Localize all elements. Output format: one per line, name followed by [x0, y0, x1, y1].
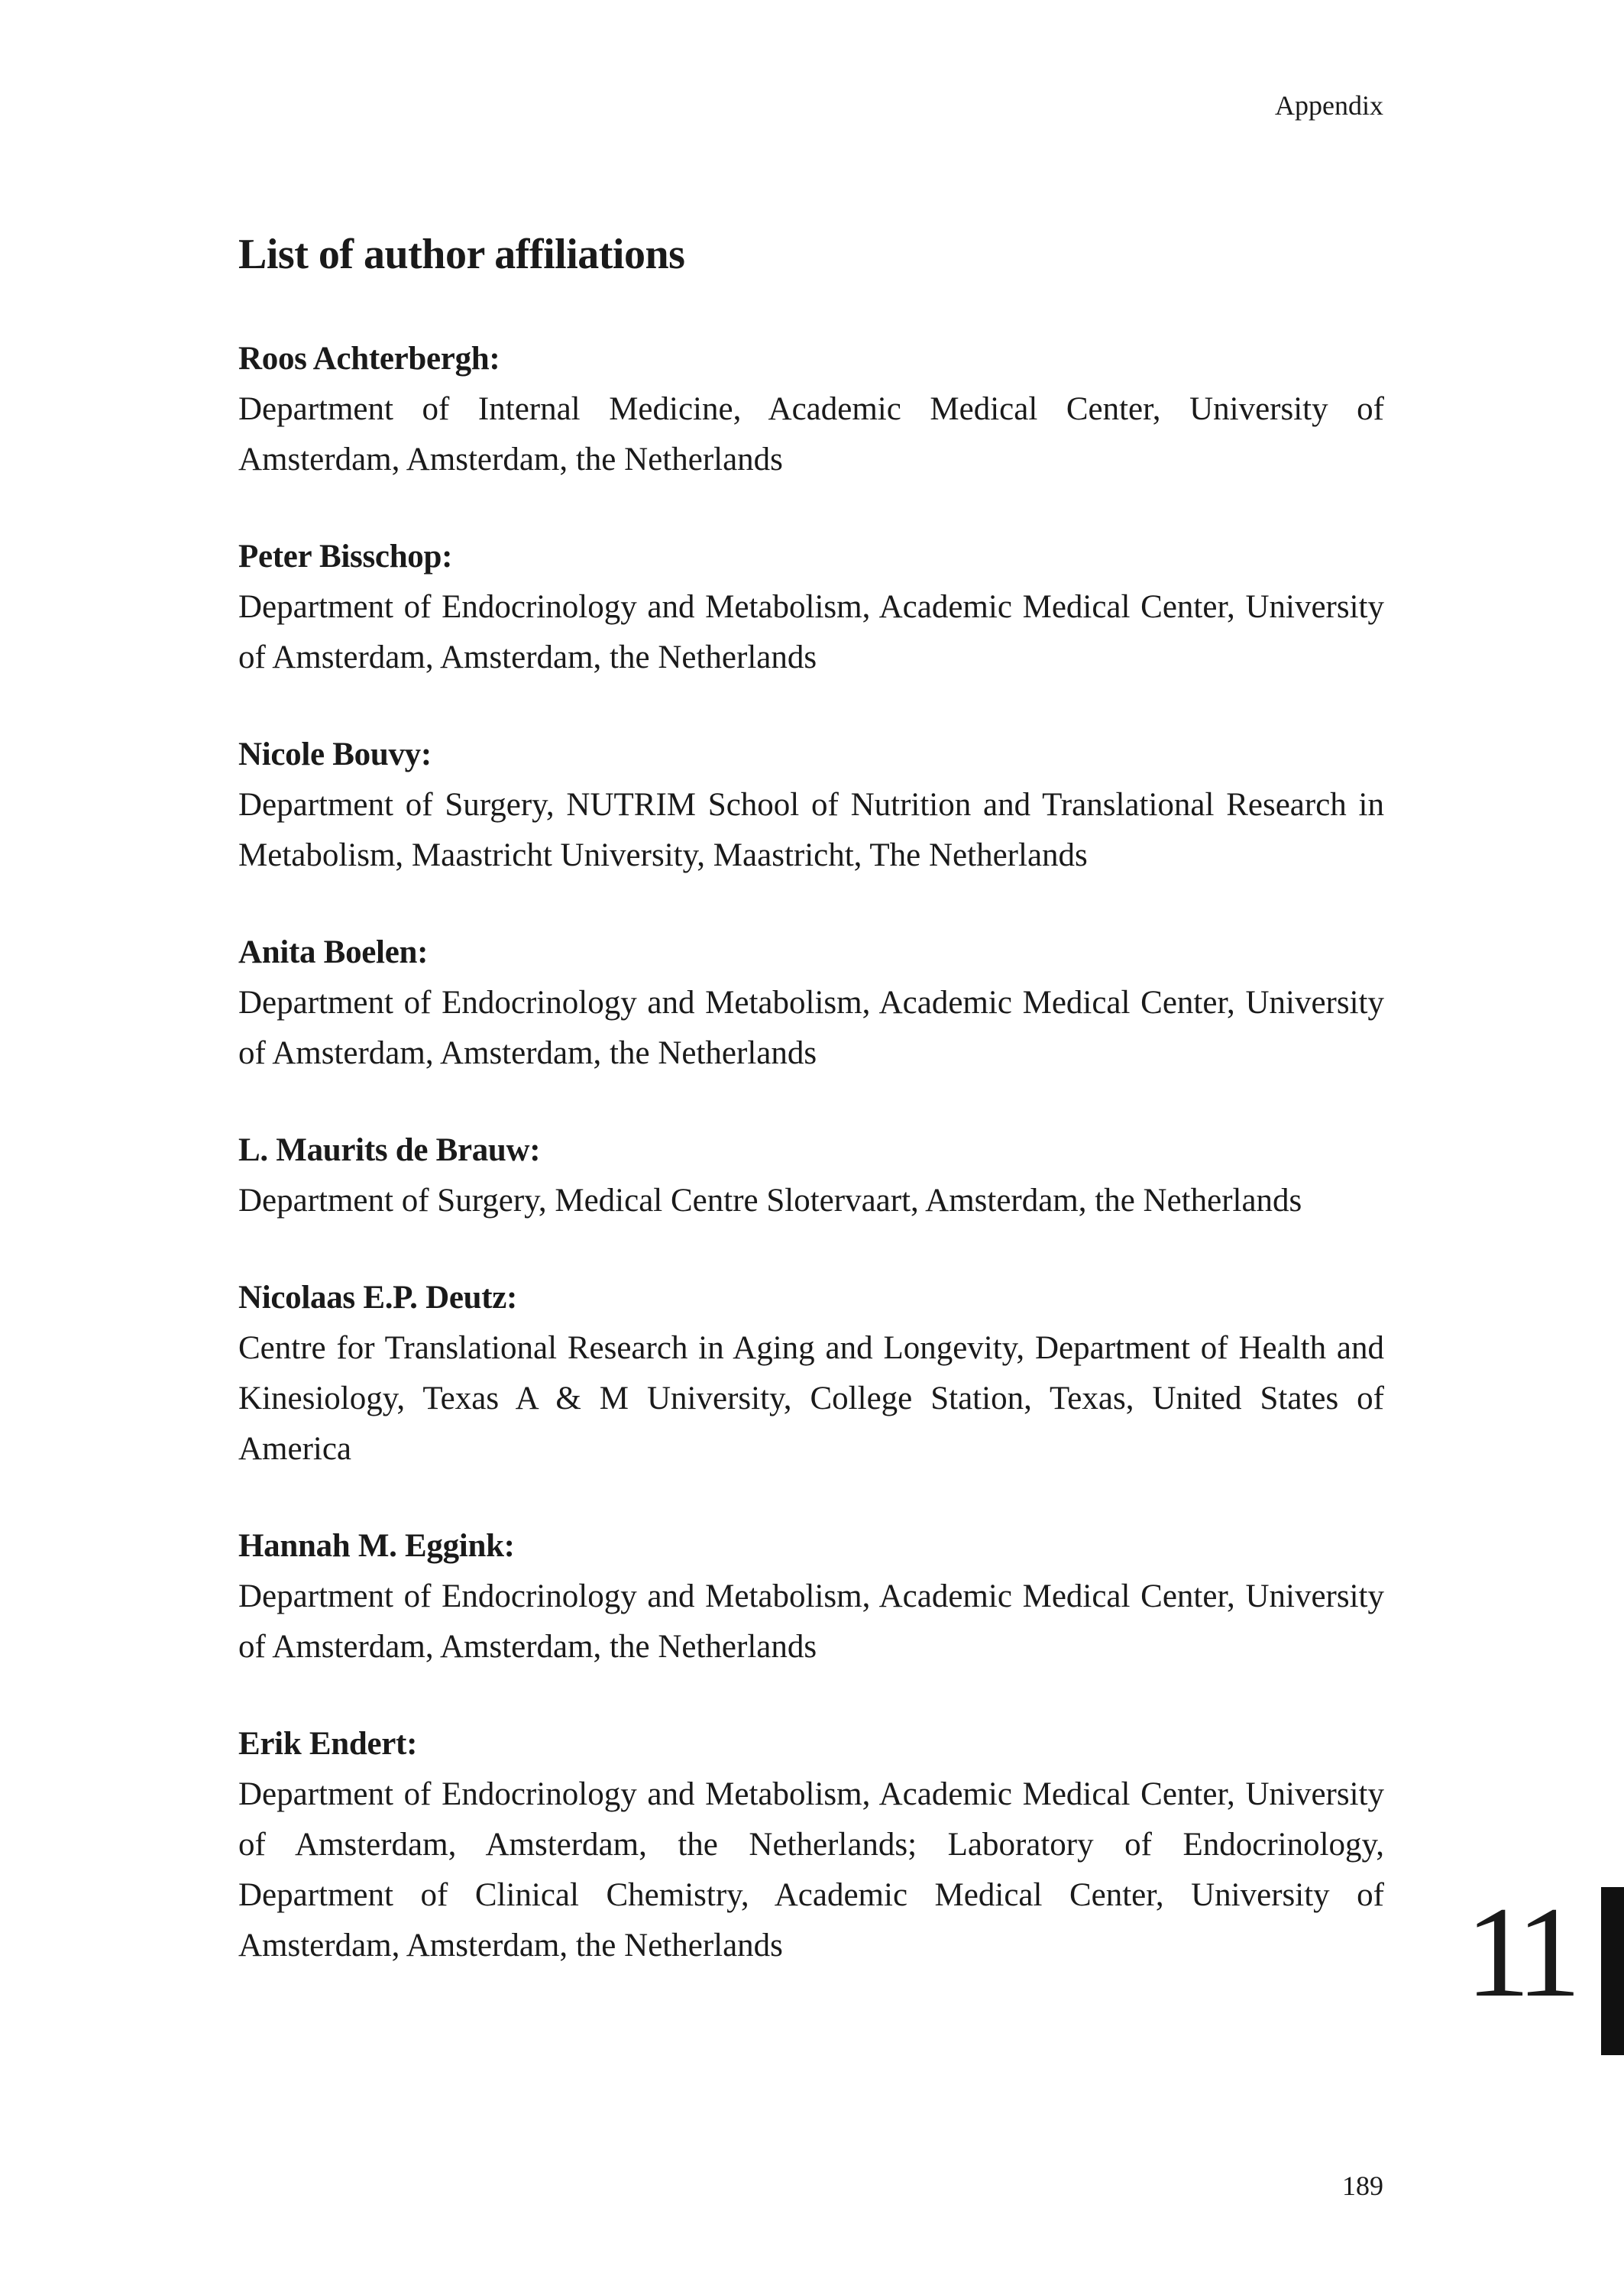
- author-affiliation: Department of Endocrinology and Metabolism, Academic Medical Center, University of Amsterdam, Amsterdam, the Netherlands: [238, 985, 1384, 1072]
- page-title: List of author affiliations: [238, 231, 685, 278]
- author-name: Anita Boelen:: [238, 934, 429, 971]
- author-name: Hannah M. Eggink:: [238, 1528, 515, 1565]
- author-entry: [238, 730, 1384, 881]
- author-entry: [238, 927, 1384, 1079]
- page-number: 189: [1342, 2171, 1383, 2201]
- author-affiliation: Department of Endocrinology and Metabolism, Academic Medical Center, University of Amsterdam, Amsterdam, the Netherlands: [238, 589, 1384, 676]
- author-name: Roos Achterbergh:: [238, 341, 500, 377]
- main-content: [238, 229, 1384, 2018]
- author-entry: [238, 1273, 1384, 1475]
- author-affiliation: Department of Endocrinology and Metabolism, Academic Medical Center, University of Amsterdam, Amsterdam, the Netherlands: [238, 1578, 1384, 1666]
- chapter-thumb-tab: [1601, 1887, 1624, 2055]
- chapter-number: 11: [1465, 1880, 1572, 2024]
- running-header: Appendix: [1275, 90, 1383, 121]
- author-entry: [238, 532, 1384, 683]
- author-entry: [238, 1719, 1384, 1971]
- author-name: Erik Endert:: [238, 1726, 418, 1763]
- author-name: L. Maurits de Brauw:: [238, 1132, 541, 1169]
- author-entry: [238, 334, 1384, 485]
- author-entry: [238, 1125, 1384, 1226]
- author-name: Nicole Bouvy:: [238, 736, 432, 773]
- author-name: Peter Bisschop:: [238, 539, 453, 575]
- author-affiliation: Centre for Translational Research in Aging and Longevity, Department of Health and Kinesiology, Texas A & M University, College Station, Texas, United States of America: [238, 1330, 1384, 1468]
- author-name: Nicolaas E.P. Deutz:: [238, 1280, 518, 1316]
- author-affiliation: Department of Internal Medicine, Academic Medical Center, University of Amsterdam, Amsterdam, the Netherlands: [238, 391, 1384, 478]
- author-affiliation: Department of Endocrinology and Metabolism, Academic Medical Center, University of Amsterdam, Amsterdam, the Netherlands; Laboratory of Endocrinology, Department of Clinical Chemistry, Academic Medical Center, University of Amsterdam, Amsterdam, the Netherlands: [238, 1776, 1384, 1964]
- author-affiliation: Department of Surgery, Medical Centre Slotervaart, Amsterdam, the Netherlands: [238, 1183, 1302, 1219]
- author-entry: [238, 1521, 1384, 1672]
- author-affiliation: Department of Surgery, NUTRIM School of Nutrition and Translational Research in Metabolism, Maastricht University, Maastricht, The Netherlands: [238, 787, 1384, 874]
